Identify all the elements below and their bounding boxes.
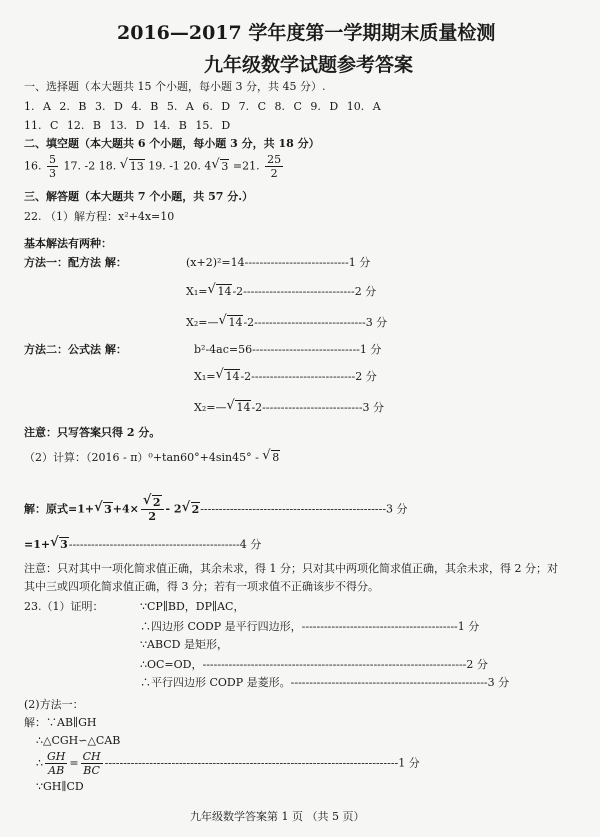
section3-header: 三、解答题（本大题共 7 个小题，共 57 分.） (24, 190, 254, 203)
q16-label: 16. (24, 159, 42, 173)
result-line: =1+√ 3----------------------------------------------4 分 (24, 538, 261, 552)
method1-label: 方法一：配方法 解： (24, 256, 127, 269)
section1-header: 一、选择题（本大题共 15 个小题，每小题 3 分，共 45 分）. (24, 80, 326, 93)
q23-line2: ∴四边形 CODP 是平行四边形，------------------------------------------1 分 (140, 620, 480, 633)
method1-x1: X₁=√ 14-2------------------------------2 分 (186, 285, 376, 299)
basic-methods: 基本解法有两种： (24, 237, 112, 250)
q22-1: 22. （1）解方程：x²+4x=10 (24, 210, 175, 223)
section2-header: 二、填空题（本大题共 6 个小题，每小题 3 分，共 18 分） (24, 137, 320, 150)
q23-line5: ∴平行四边形 CODP 是菱形。-----------------------------------------------------3 分 (140, 676, 510, 689)
note-1: 注意：只写答案只得 2 分。 (24, 426, 161, 439)
q22-2: （2）计算：（2016 - π）⁰+tan60°+4sin45° - √ 8 (24, 451, 280, 465)
answers-b: 19. -1 20. 4 (148, 159, 212, 173)
method1-x2: X₂=—√ 14-2------------------------------3 分 (186, 316, 387, 330)
q16-fraction: $\frac{5}{3}$ (49, 153, 56, 180)
method2-line1: b²-4ac=56-----------------------------1 分 (194, 343, 382, 356)
section1-row1: 1. A 2. B 3. D 4. B 5. A 6. D 7. C 8. C 9. D 10. A (24, 100, 381, 113)
method2-x1: X₁=√ 14-2----------------------------2 分 (194, 370, 377, 384)
q23-line1: ∵CP∥BD，DP∥AC， (140, 600, 245, 613)
note-2a: 注意：只对其中一项化简求值正确，其余未求，得 1 分；只对其中两项化简求值正确，其余未求，得 2 分；对 (24, 562, 558, 575)
section1-row2: 11. C 12. B 13. D 14. B 15. D (24, 119, 231, 132)
section2-answers (24, 153, 285, 180)
answers-a: 17. -2 18. (63, 159, 117, 173)
method-one-line4: ∵GH∥CD (36, 780, 84, 793)
q23-line3: ∵ABCD 是矩形， (140, 638, 228, 651)
q23-label: 23.（1）证明： (24, 600, 104, 613)
sqrt13: √ 13 (120, 160, 145, 174)
page-footer: 九年级数学答案第 1 页 （共 5 页） (190, 810, 365, 823)
method-one-line2: ∴△CGH∽△CAB (36, 734, 121, 747)
method-one-ratio: ∴ $\frac{GH}{AB}$ = $\frac{CH}{BC}$ -------------------------------------------------------------------------------1 分 (36, 750, 420, 777)
method2-label: 方法二：公式法 解： (24, 343, 127, 356)
q21-fraction: $\frac{25}{2}$ (267, 153, 282, 180)
sqrt3: √ 3 (211, 160, 229, 174)
page-subtitle: 九年级数学试题参考答案 (204, 54, 414, 76)
note-2b: 其中三或四项化简求值正确，得 3 分；若有一项求值不正确该步不得分。 (24, 580, 379, 593)
q23-line4: ∴OC=OD，-----------------------------------------------------------------------2 分 (140, 658, 488, 671)
method-one-line1: 解：∵AB∥GH (24, 716, 97, 729)
method1-line1: (x+2)²=14----------------------------1 分 (186, 256, 371, 269)
method2-x2: X₂=—√ 14-2---------------------------3 分 (194, 401, 384, 415)
answers-c: =21. (232, 159, 260, 173)
page-title: 2016—2017 学年度第一学期期末质量检测 (117, 22, 496, 44)
method-one-label: (2)方法一： (24, 698, 84, 711)
solution-line: 解：原式=1+√ 3+4× √ $\frac{2}{2}$ - 2√ 2--------------------------------------------------3 分 (24, 496, 408, 523)
